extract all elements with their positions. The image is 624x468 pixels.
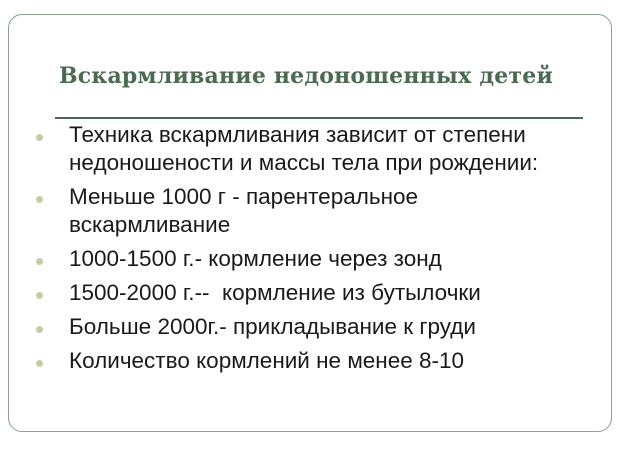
bullet-item [31, 121, 601, 177]
bullet-dot-icon [36, 360, 43, 367]
bullet-dot-icon [36, 196, 43, 203]
bullet-dot-icon [36, 326, 43, 333]
bullet-item [31, 347, 601, 375]
bullet-list [31, 121, 601, 381]
bullet-text: Техника вскармливания зависит от степени недоношености и массы тела при рождении: [69, 122, 539, 175]
bullet-dot-icon [36, 292, 43, 299]
bullet-text: Больше 2000г.- прикладывание к груди [69, 314, 476, 339]
title-underline [55, 117, 583, 119]
slide-title: Вскармливание недоношенных детей [59, 63, 553, 89]
bullet-item [31, 313, 601, 341]
bullet-text: 1500-2000 г.-- кормление из бутылочки [69, 280, 481, 305]
slide-frame [8, 14, 612, 432]
bullet-dot-icon [36, 258, 43, 265]
bullet-item [31, 279, 601, 307]
bullet-text: Количество кормлений не менее 8-10 [69, 348, 465, 373]
bullet-text: 1000-1500 г.- кормление через зонд [69, 246, 442, 271]
bullet-item [31, 245, 601, 273]
bullet-text: Меньше 1000 г - парентеральное вскармливание [69, 184, 419, 237]
bullet-item [31, 183, 601, 239]
bullet-dot-icon [36, 134, 43, 141]
